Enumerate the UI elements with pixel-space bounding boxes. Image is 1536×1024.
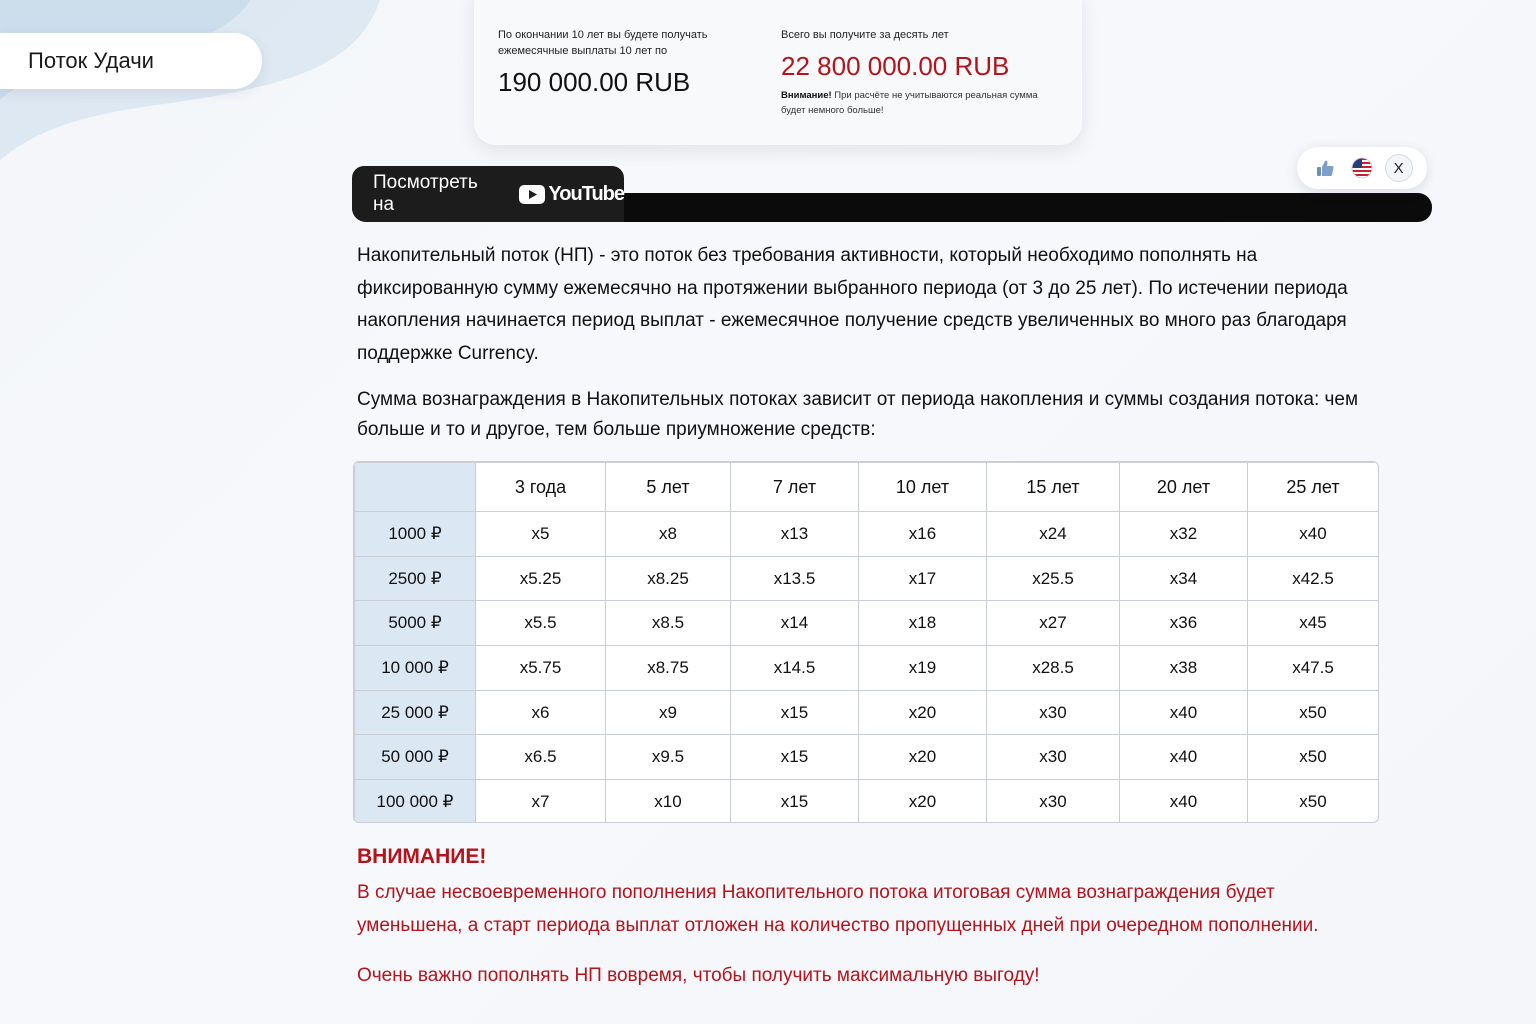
multiplier-cell: x34 xyxy=(1120,556,1248,601)
multiplier-cell: x50 xyxy=(1248,780,1379,823)
multiplier-table-container xyxy=(353,461,1379,823)
row-header-amount: 5000 ₽ xyxy=(355,601,476,646)
monthly-payout-block xyxy=(498,27,748,98)
multiplier-cell: x8 xyxy=(606,512,731,557)
column-header: 3 года xyxy=(476,463,606,512)
calculation-note xyxy=(781,88,1061,118)
multiplier-cell: x16 xyxy=(859,512,987,557)
row-header-amount: 10 000 ₽ xyxy=(355,646,476,691)
multiplier-cell: x5.75 xyxy=(476,646,606,691)
table-row xyxy=(355,735,1379,780)
monthly-payout-label: По окончании 10 лет вы будете получать ежемесячные выплаты 10 лет по xyxy=(498,29,708,57)
multiplier-cell: x15 xyxy=(731,735,859,780)
multiplier-cell: x19 xyxy=(859,646,987,691)
close-widget-button[interactable]: X xyxy=(1385,154,1413,182)
multiplier-cell: x47.5 xyxy=(1248,646,1379,691)
multiplier-cell: x25.5 xyxy=(987,556,1120,601)
warning-title: ВНИМАНИЕ! xyxy=(357,845,487,868)
youtube-wordmark: YouTube xyxy=(548,182,624,205)
multiplier-cell: x20 xyxy=(859,735,987,780)
table-row xyxy=(355,601,1379,646)
multiplier-cell: x40 xyxy=(1120,735,1248,780)
multiplier-cell: x30 xyxy=(987,690,1120,735)
thumbs-up-icon xyxy=(1315,158,1335,178)
multiplier-cell: x32 xyxy=(1120,512,1248,557)
row-header-amount: 2500 ₽ xyxy=(355,556,476,601)
multiplier-cell: x40 xyxy=(1120,780,1248,823)
watch-on-youtube-button[interactable] xyxy=(352,166,624,222)
multiplier-cell: x9 xyxy=(606,690,731,735)
multiplier-cell: x28.5 xyxy=(987,646,1120,691)
warning-text: В случае несвоевременного пополнения Накопительного потока итоговая сумма вознаграждения будет уменьшена, а старт периода выплат отложен на количество пропущенных дней при очередном пополнении. xyxy=(357,882,1319,936)
multiplier-cell: x45 xyxy=(1248,601,1379,646)
row-header-amount: 25 000 ₽ xyxy=(355,690,476,735)
table-row xyxy=(355,556,1379,601)
watch-on-label: Посмотреть на xyxy=(373,172,478,215)
multiplier-cell: x18 xyxy=(859,601,987,646)
like-button[interactable] xyxy=(1311,154,1339,182)
row-header-amount: 100 000 ₽ xyxy=(355,780,476,823)
multiplier-cell: x40 xyxy=(1248,512,1379,557)
multiplier-cell: x50 xyxy=(1248,690,1379,735)
multiplier-cell: x38 xyxy=(1120,646,1248,691)
column-header: 10 лет xyxy=(859,463,987,512)
row-header-amount: 1000 ₽ xyxy=(355,512,476,557)
total-payout-amount: 22 800 000.00 RUB xyxy=(781,51,1010,81)
multiplier-cell: x6.5 xyxy=(476,735,606,780)
monthly-payout-amount: 190 000.00 RUB xyxy=(498,67,691,97)
multiplier-cell: x40 xyxy=(1120,690,1248,735)
multiplier-cell: x20 xyxy=(859,690,987,735)
column-header: 5 лет xyxy=(606,463,731,512)
table-row xyxy=(355,646,1379,691)
multiplier-cell: x42.5 xyxy=(1248,556,1379,601)
multiplier-cell: x50 xyxy=(1248,735,1379,780)
multiplier-cell: x5.25 xyxy=(476,556,606,601)
column-header: 25 лет xyxy=(1248,463,1379,512)
multiplier-cell: x27 xyxy=(987,601,1120,646)
table-row xyxy=(355,690,1379,735)
total-payout-label: Всего вы получите за десять лет xyxy=(781,29,949,41)
table-row xyxy=(355,512,1379,557)
multiplier-cell: x8.5 xyxy=(606,601,731,646)
multiplier-cell: x20 xyxy=(859,780,987,823)
multiplier-cell: x36 xyxy=(1120,601,1248,646)
multiplier-cell: x30 xyxy=(987,735,1120,780)
multiplier-cell: x7 xyxy=(476,780,606,823)
page-title-pill xyxy=(0,33,262,89)
description-paragraph-1: Накопительный поток (НП) - это поток без требования активности, который необходимо пополнять на фиксированную сумму ежемесячно на протяжении выбранного периода (от 3 до 25 лет). По истечении периода накопления начинается период выплат - ежемесячное получение средств увеличенных во много раз благодаря поддержке Currency. xyxy=(357,245,1348,364)
multiplier-cell: x9.5 xyxy=(606,735,731,780)
multiplier-table xyxy=(354,462,1379,823)
multiplier-cell: x14.5 xyxy=(731,646,859,691)
table-header-row xyxy=(355,463,1379,512)
multiplier-cell: x5.5 xyxy=(476,601,606,646)
multiplier-cell: x30 xyxy=(987,780,1120,823)
multiplier-cell: x15 xyxy=(731,780,859,823)
multiplier-cell: x13.5 xyxy=(731,556,859,601)
youtube-play-icon xyxy=(519,185,545,204)
total-payout-block xyxy=(781,27,1061,118)
multiplier-cell: x5 xyxy=(476,512,606,557)
floating-widget xyxy=(1297,147,1427,189)
calculation-note-bold: Внимание! xyxy=(781,90,832,101)
row-header-amount: 50 000 ₽ xyxy=(355,735,476,780)
page-title: Поток Удачи xyxy=(28,48,154,73)
column-header: 15 лет xyxy=(987,463,1120,512)
multiplier-cell: x8.25 xyxy=(606,556,731,601)
table-corner-cell xyxy=(355,463,476,512)
language-switch-button[interactable] xyxy=(1348,154,1376,182)
description-paragraph-2: Сумма вознаграждения в Накопительных потоках зависит от периода накопления и суммы создания потока: чем больше и то и другое, тем больше приумножение средств: xyxy=(357,389,1359,440)
calculator-result-card xyxy=(474,0,1082,145)
youtube-logo xyxy=(519,183,624,206)
multiplier-cell: x17 xyxy=(859,556,987,601)
column-header: 20 лет xyxy=(1120,463,1248,512)
calculation-note-text: При расчёте не учитываются реальная сумма будет немного больше! xyxy=(781,90,1038,116)
warning-advice: Очень важно пополнять НП вовремя, чтобы получить максимальную выгоду! xyxy=(357,965,1040,986)
multiplier-cell: x8.75 xyxy=(606,646,731,691)
multiplier-cell: x15 xyxy=(731,690,859,735)
multiplier-cell: x24 xyxy=(987,512,1120,557)
multiplier-cell: x14 xyxy=(731,601,859,646)
multiplier-cell: x6 xyxy=(476,690,606,735)
multiplier-cell: x13 xyxy=(731,512,859,557)
us-flag-icon xyxy=(1351,157,1373,179)
multiplier-cell: x10 xyxy=(606,780,731,823)
column-header: 7 лет xyxy=(731,463,859,512)
table-row xyxy=(355,780,1379,823)
